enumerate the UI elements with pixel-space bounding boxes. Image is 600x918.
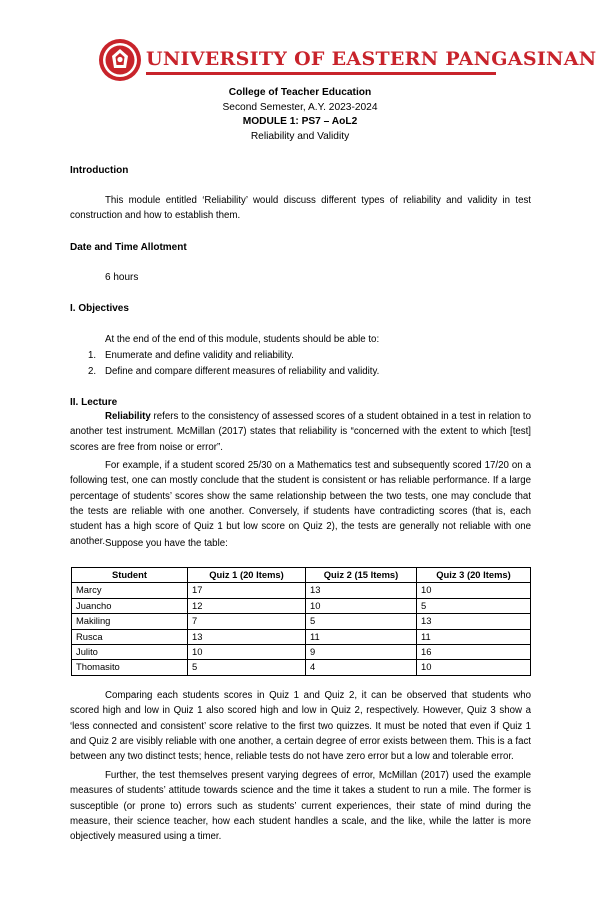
table-cell: 10: [306, 598, 417, 613]
objectives-heading: I. Objectives: [70, 303, 129, 314]
header-rule: [146, 72, 496, 75]
table-row: [72, 629, 531, 644]
table-header-row: [72, 568, 531, 583]
table-header-quiz2: Quiz 2 (15 Items): [306, 568, 417, 583]
table-cell: 13: [306, 583, 417, 598]
module-title-block: [0, 86, 600, 144]
table-cell: 13: [188, 629, 306, 644]
allotment-value: 6 hours: [105, 272, 139, 283]
table-cell: Julito: [72, 645, 188, 660]
university-seal-icon: [98, 38, 142, 82]
table-cell: 5: [188, 660, 306, 675]
table-header-student: Student: [72, 568, 188, 583]
table-cell: Rusca: [72, 629, 188, 644]
table-row: [72, 645, 531, 660]
lecture-heading: II. Lecture: [70, 397, 118, 408]
table-row: [72, 660, 531, 675]
objectives-intro: At the end of the end of this module, students should be able to:: [105, 334, 380, 345]
lecture-paragraph-4: Comparing each students scores in Quiz 1 and Quiz 2, it can be observed that students who scored high and low in Quiz 1 also scored high and low in Quiz 2, respectively. However, Quiz 3 show a ‘less connected and consistent’ score relative to the first two quizzes. It must be noted that even if Quiz 1 and Quiz 2 are visibly reliable with one another, a certain degree of error exists between them. This is a fact between any two distinct tests; hence, reliable tests do not have zero error but a low and tolerable error.: [70, 690, 531, 763]
introduction-heading: Introduction: [70, 165, 129, 176]
module-title: MODULE 1: PS7 – AoL2: [242, 116, 358, 127]
university-name: UNIVERSITY OF EASTERN PANGASINAN: [146, 48, 597, 70]
table-cell: 11: [306, 629, 417, 644]
table-cell: 7: [188, 614, 306, 629]
lecture-paragraph-5: Further, the test themselves present varying degrees of error, McMillan (2017) used the example measures of students’ attitude towards science and the time it takes a student to run a mile. The former is susceptible (or prone to) errors such as students’ current experiences, their state of mind during the measure, their science teacher, how each student handles a scale, and the like, while the latter is more objectively measured using a timer.: [70, 770, 531, 843]
table-header-quiz1: Quiz 1 (20 Items): [188, 568, 306, 583]
table-cell: Marcy: [72, 583, 188, 598]
table-cell: 4: [306, 660, 417, 675]
table-cell: 5: [417, 598, 531, 613]
table-cell: 17: [188, 583, 306, 598]
introduction-text: This module entitled ‘Reliability’ would discuss different types of reliability and validity in test construction and how to establish them.: [70, 195, 531, 222]
module-topic: Reliability and Validity: [250, 130, 350, 142]
table-header-quiz3: Quiz 3 (20 Items): [417, 568, 531, 583]
university-header: [98, 34, 597, 84]
table-cell: Thomasito: [72, 660, 188, 675]
table-row: [72, 614, 531, 629]
semester-line: Second Semester, A.Y. 2023-2024: [222, 101, 378, 113]
lecture-paragraph-1: Reliability refers to the consistency of assessed scores of a student obtained in a test in relation to another test instrument. McMillan (2017) states that reliability is “concerned with the extent to which [test] scores are free from noise or error”.: [70, 411, 531, 453]
table-cell: 5: [306, 614, 417, 629]
table-cell: 16: [417, 645, 531, 660]
lecture-paragraph-2: For example, if a student scored 25/30 on a Mathematics test and subsequently scored 17/20 on a following test, one can mostly conclude that the student is consistent or has reliable performance. If a large percentage of students’ scores show the same relationship between the two tests, one may conclude that the tests are reliable with one another. Conversely, if students have contradicting scores (that is, each student has a high score of Quiz 1 but low score on Quiz 2), the tests are generally not reliable with one another.: [70, 460, 531, 548]
table-cell: 11: [417, 629, 531, 644]
list-item: 2. Define and compare different measures of reliability and validity.: [88, 366, 380, 377]
college-name: College of Teacher Education: [228, 87, 372, 98]
table-cell: 13: [417, 614, 531, 629]
table-cell: Makiling: [72, 614, 188, 629]
table-cell: 12: [188, 598, 306, 613]
table-row: [72, 583, 531, 598]
table-cell: 10: [417, 583, 531, 598]
table-cell: 10: [417, 660, 531, 675]
list-item: 1. Enumerate and define validity and reliability.: [88, 350, 294, 361]
scores-table: [71, 567, 531, 676]
table-row: [72, 598, 531, 613]
table-cell: 10: [188, 645, 306, 660]
table-cell: Juancho: [72, 598, 188, 613]
objectives-list: [88, 348, 379, 380]
lecture-paragraph-3: Suppose you have the table:: [105, 538, 228, 549]
reliability-term: Reliability: [105, 411, 151, 422]
table-cell: 9: [306, 645, 417, 660]
allotment-heading: Date and Time Allotment: [70, 242, 187, 253]
